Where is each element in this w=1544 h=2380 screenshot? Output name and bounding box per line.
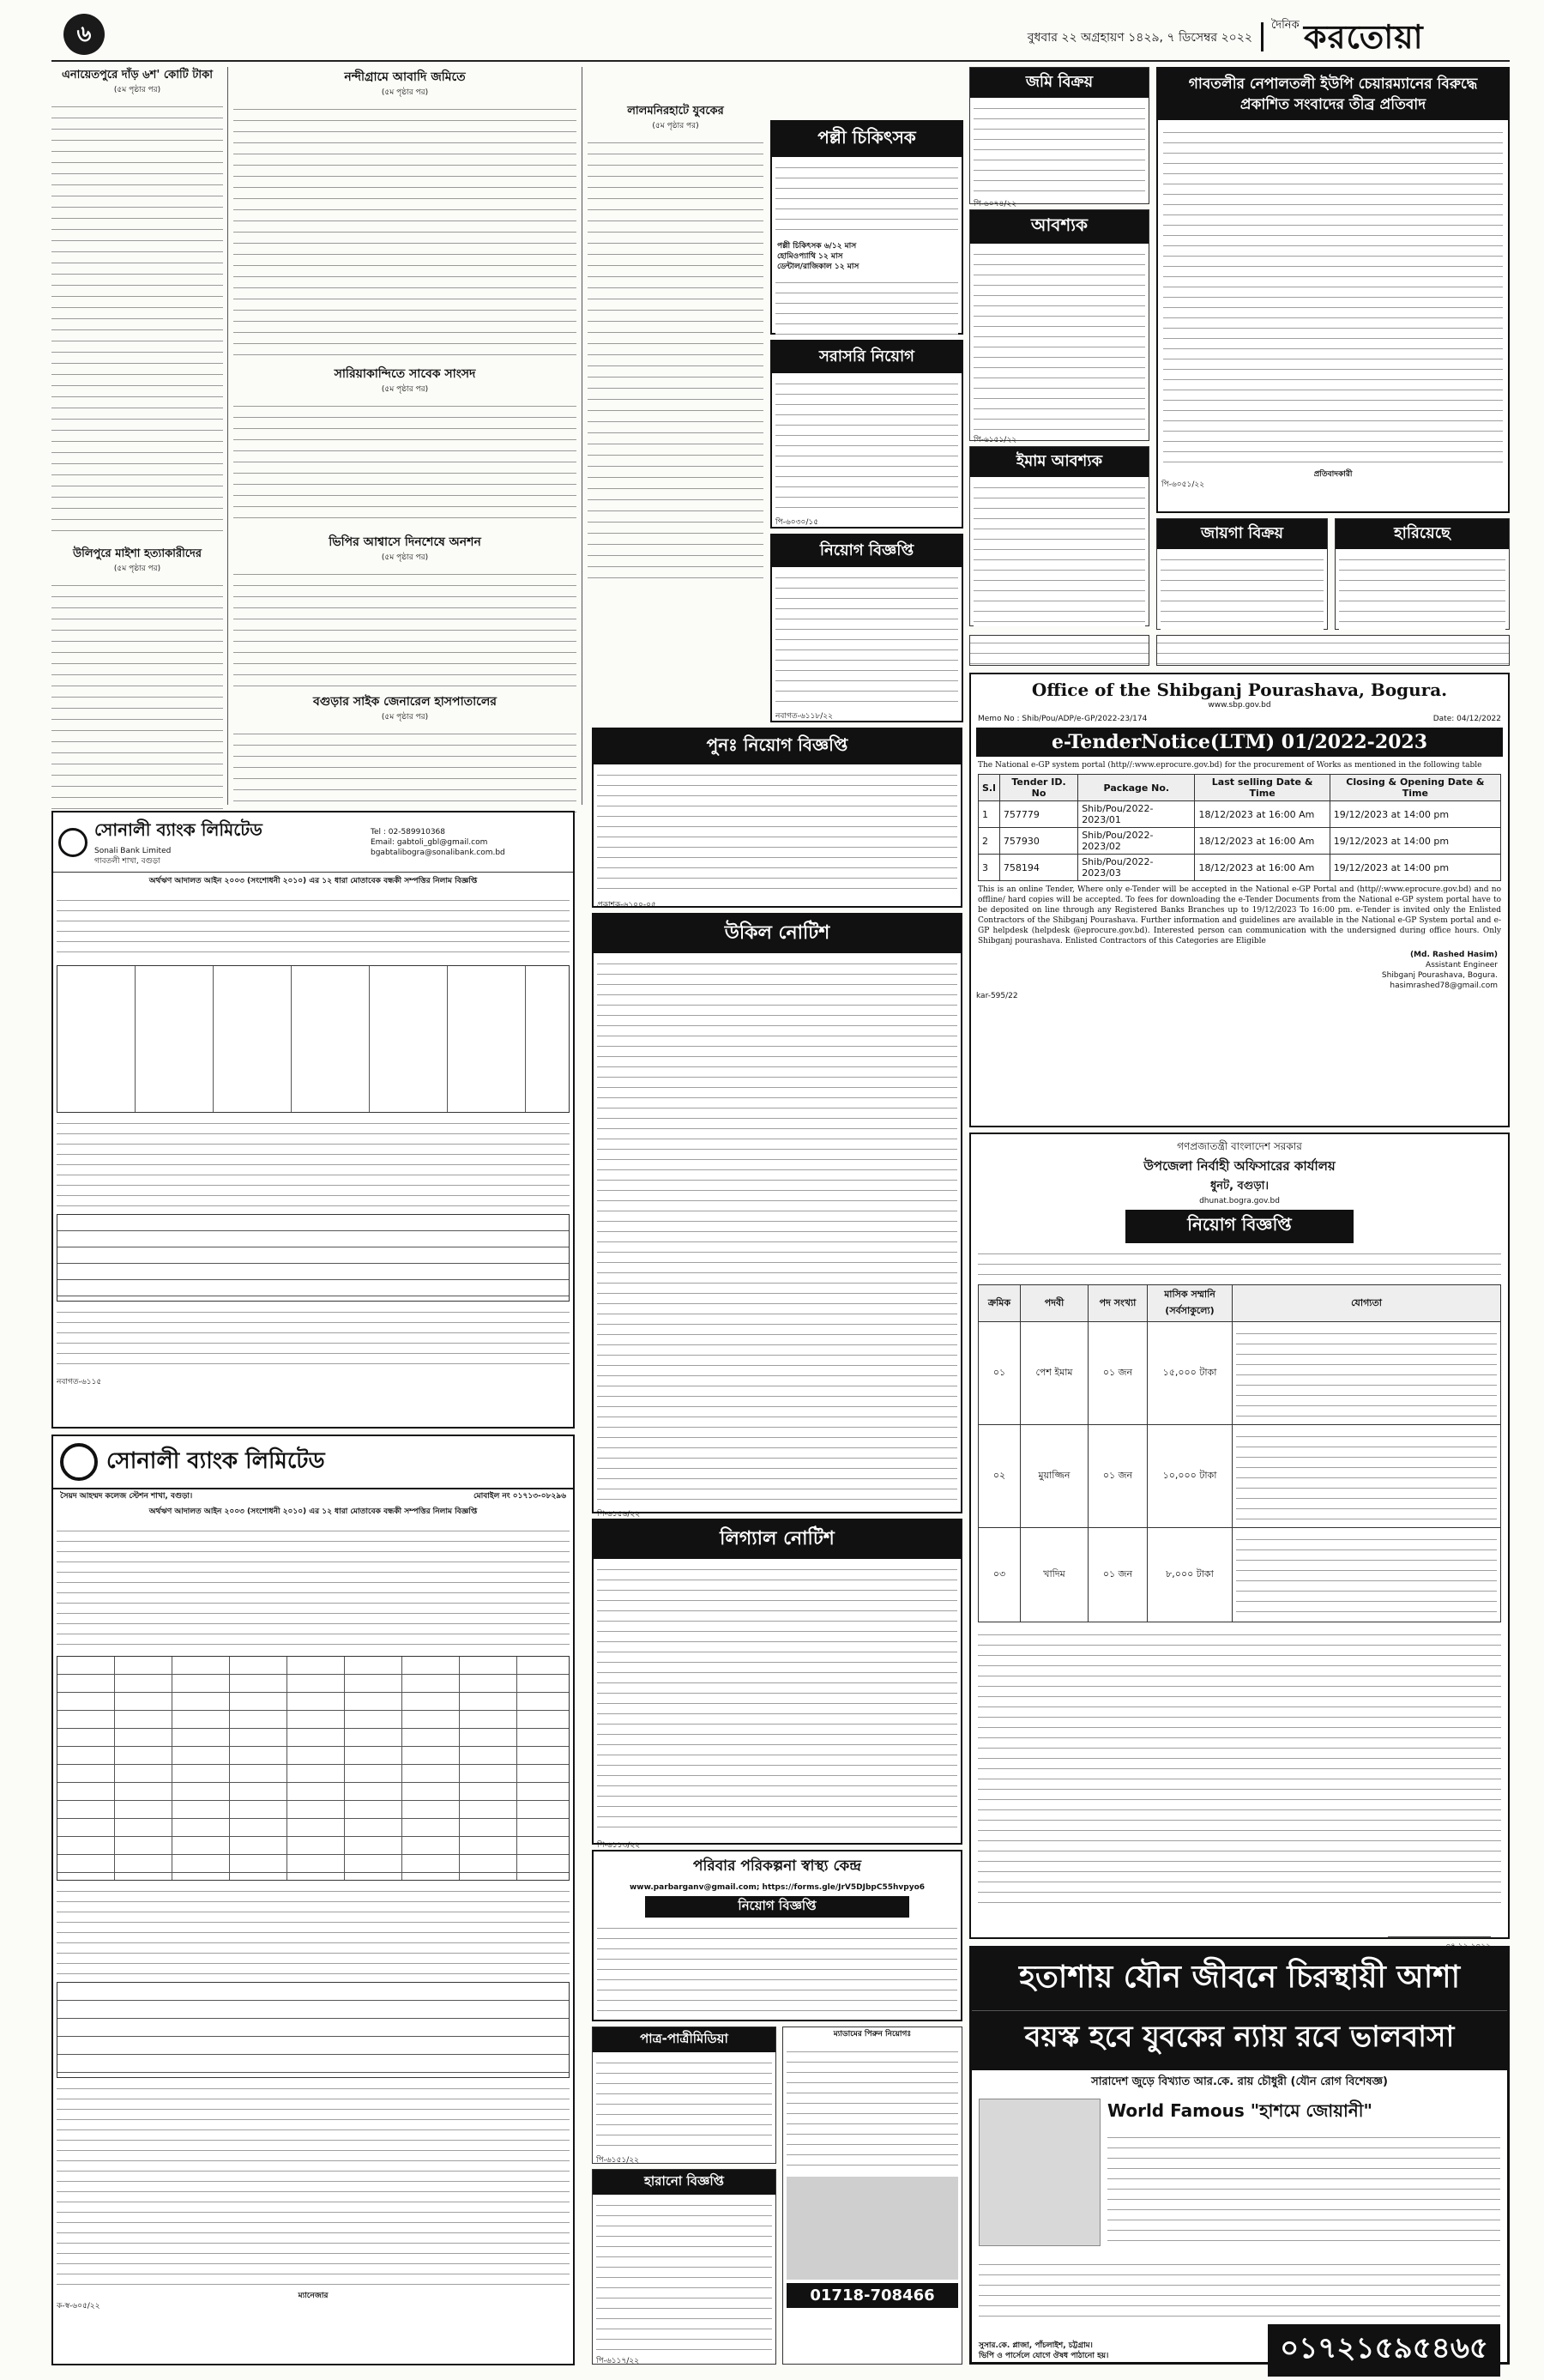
article-body [233, 566, 576, 686]
ad-ref: নবাগত-৬১১৫ [57, 1378, 102, 1386]
table-cell: ১০,০০০ টাকা [1148, 1425, 1233, 1528]
ad-ref: পি-৬১১৩/২২ [597, 1841, 641, 1850]
table-cell: 2 [979, 828, 1000, 855]
product-image [787, 2177, 958, 2280]
table-cell: 19/12/2023 at 14:00 pm [1330, 828, 1500, 855]
paper-label-small: দৈনিক [1271, 19, 1300, 32]
continued-from: (৫ম পৃষ্ঠার পর) [381, 385, 429, 394]
ad-title: সরাসরি নিয়োগ [772, 341, 962, 373]
ad-title: হারানো বিজ্ঞপ্তি [593, 2170, 775, 2195]
etender-memo: Memo No : Shib/Pou/ADP/e-GP/2022-23/174 [978, 715, 1148, 723]
continued-from: (৫ম পৃষ্ঠার পর) [652, 122, 699, 130]
col-header: Tender ID. No [999, 775, 1077, 801]
table-row [979, 855, 1501, 881]
ad-phone: ০১৭২১৫৯৫৪৬৫ [1268, 2324, 1500, 2377]
course-item: পল্লী চিকিৎসক ৬/১২ মাস [777, 242, 857, 251]
etender-office: Office of the Shibganj Pourashava, Bogura. [1031, 680, 1448, 700]
article-title: ভিপির আশ্বাসে দিনশেষে অনশন [329, 535, 481, 549]
table-cell: মুয়াজ্জিন [1021, 1425, 1089, 1528]
ad-punoh-niyog [592, 728, 962, 908]
qualification-cell [1233, 1425, 1501, 1528]
office-title: উপজেলা নির্বাহী অফিসারের কার্যালয় [1143, 1158, 1336, 1174]
ad-title: নিয়োগ বিজ্ঞপ্তি [1125, 1210, 1354, 1243]
bank-email: Email: gabtoli_gbl@gmail.com [371, 837, 488, 847]
article-body [51, 99, 223, 541]
table-cell: Shib/Pou/2022-2023/01 [1078, 801, 1195, 828]
article-body [51, 577, 223, 818]
table-cell: Shib/Pou/2022-2023/02 [1078, 828, 1195, 855]
article-body [233, 101, 576, 359]
ad-title: পুনঃ নিয়োগ বিজ্ঞপ্তি [594, 729, 961, 764]
ad-imam-abosshok [969, 446, 1149, 626]
ad-ref: পি-৬০৫১/২২ [1161, 480, 1205, 489]
ad-ref: kar-595/22 [976, 992, 1018, 1000]
bank-name: সোনালী ব্যাংক লিমিটেড [106, 1448, 325, 1474]
article-enayetpur [51, 67, 223, 805]
article-title: লালমনিরহাটে যুবকের [627, 105, 724, 118]
bank-branch: সৈয়দ আহম্মদ কলেজ স্টেশন শাখা, বগুড়া। [60, 1492, 193, 1501]
ad-subtitle: নিয়োগ বিজ্ঞপ্তি [645, 1896, 909, 1918]
ad-title: জমি বিক্রয় [970, 68, 1149, 98]
bank-mobile: মোবাইল নং ০১৭১৩-০৮২৯৬ [473, 1492, 566, 1501]
ad-etender-shibganj [969, 673, 1510, 1127]
ad-ref: পি-৬০৩০/১৫ [775, 518, 819, 527]
bank-header [53, 812, 573, 873]
table-cell: 757930 [999, 828, 1077, 855]
ad-niyog-biggopti [770, 534, 963, 722]
table-row [979, 1425, 1501, 1528]
ad-title: হারিয়েছে [1336, 519, 1509, 549]
ad-title: লিগ্যাল নোটিশ [594, 1520, 961, 1559]
auction-table [57, 965, 570, 1113]
ad-ref: প্রকাশক-৬১০০-০৫ [597, 901, 656, 909]
etender-title: e-TenderNotice(LTM) 01/2022-2023 [976, 728, 1503, 757]
ad-madam-pirun [782, 2027, 962, 2365]
bank-logo-icon [58, 828, 87, 857]
table-cell: ৮,০০০ টাকা [1148, 1528, 1233, 1622]
notice-subtitle: অর্থঋণ আদালত আইন ২০০৩ (সংশোধনী ২০১০) এর ১২ ধারা মোতাবেক বন্ধকী সম্পত্তির নিলাম বিজ্ঞপ্তি [148, 877, 478, 885]
ad-title: আবশ্যক [970, 210, 1149, 244]
bank-header [53, 1436, 573, 1489]
continued-from: (৫ম পৃষ্ঠার পর) [113, 565, 161, 573]
page-number-badge [63, 14, 105, 55]
col-header: Package No. [1078, 775, 1195, 801]
notice-subtitle: অর্থঋণ আদালত আইন ২০০৩ (সংশোধনী ২০১০) এর ১২ ধারা মোতাবেক বন্ধকী সম্পত্তির নিলাম বিজ্ঞপ্তি [148, 1507, 478, 1516]
ad-title: নিয়োগ বিজ্ঞপ্তি [772, 535, 962, 567]
ad-headline-1: হতাশায় যৌন জীবনে চিরস্থায়ী আশা [972, 1948, 1507, 2010]
ad-sorasori-niyog [770, 340, 963, 529]
ad-title: জায়গা বিক্রয় [1157, 519, 1327, 549]
col-header: পদবী [1021, 1285, 1089, 1322]
table-row [979, 828, 1501, 855]
ad-patro-patri [592, 2027, 776, 2164]
ad-title: পাত্র-পাত্রীমিডিয়া [593, 2027, 775, 2052]
table-cell: Shib/Pou/2022-2023/03 [1078, 855, 1195, 881]
table-cell: ১৫,০০০ টাকা [1148, 1322, 1233, 1425]
etender-signer-mail: hasimrashed78@gmail.com [1390, 982, 1498, 990]
ad-sonali-bank-college-station [51, 1435, 575, 2365]
article-nandigram [233, 67, 576, 805]
ad-title: পল্লী চিকিৎসক [772, 122, 962, 157]
article-title: বগুড়ার সাইক জেনারেল হাসপাতালের [313, 695, 497, 709]
ad-hariyeche [1335, 518, 1510, 630]
office-place: ধুনট, বগুড়া। [1209, 1180, 1270, 1193]
col-header: S.l [979, 775, 1000, 801]
etender-date: Date: 04/12/2022 [1432, 715, 1501, 723]
col-header: Closing & Opening Date & Time [1330, 775, 1500, 801]
col-header: মাসিক সম্মানি (সর্বসাকুল্যে) [1148, 1285, 1233, 1322]
continued-from: (৫ম পৃষ্ঠার পর) [113, 86, 161, 94]
property-table [57, 1656, 570, 1881]
table-cell: ০১ জন [1089, 1425, 1148, 1528]
ad-ref: নবাগত-৬১১৮/২২ [775, 712, 833, 721]
ad-headline: গাবতলীর নেপালতলী ইউপি চেয়ারম্যানের বিরুদ্ধে প্রকাশিত সংবাদের তীব্র প্রতিবাদ [1158, 69, 1508, 120]
table-cell: 19/12/2023 at 14:00 pm [1330, 801, 1500, 828]
ad-ref: পি-৬১৫১/২২ [596, 2156, 640, 2165]
etender-intro: The National e-GP system portal (http//:www.eprocure.gov.bd) for the procurement of Works as mentioned in the following table [978, 761, 1482, 770]
course-item: ডেন্টাল/রাজিকাল ১২ মাস [777, 263, 859, 271]
table-row [979, 1322, 1501, 1425]
article-title: এনায়েতপুরে দাঁড় ৬শ' কোটি টাকা [61, 69, 214, 82]
qualification-cell [1233, 1528, 1501, 1622]
etender-signer: (Md. Rashed Hasim) [1409, 951, 1498, 959]
continued-from: (৫ম পৃষ্ঠার পর) [381, 553, 429, 562]
continued-from: (৫ম পৃষ্ঠার পর) [381, 88, 429, 97]
table-cell: ০২ [979, 1425, 1021, 1528]
bank-email-alt: bgabtalibogra@sonalibank.com.bd [371, 848, 505, 857]
ad-legal-notice [592, 1519, 962, 1850]
ad-signer: প্রতিবাদকারী [1313, 470, 1353, 479]
table-cell: 1 [979, 801, 1000, 828]
col-header: পদ সংখ্যা [1089, 1285, 1148, 1322]
qualification-cell [1233, 1322, 1501, 1425]
doctor-photo [979, 2099, 1101, 2246]
ad-jayga-bikroy [1156, 518, 1328, 630]
ad-jomi-bikroy [969, 67, 1149, 208]
post-table [978, 1284, 1501, 1622]
bank-name: সোনালী ব্যাংক লিমিটেড [94, 819, 262, 840]
ad-palli-chikitshok [770, 120, 963, 335]
table-row [979, 801, 1501, 828]
etender-web: www.sbp.gov.bd [1208, 701, 1271, 710]
col-header: Last selling Date & Time [1195, 775, 1330, 801]
ad-title: ইমাম আবশ্যক [970, 447, 1149, 477]
table-cell: 19/12/2023 at 14:00 pm [1330, 855, 1500, 881]
table-cell: 3 [979, 855, 1000, 881]
ad-sub: সারাদেশ জুড়ে বিখ্যাত আর.কে. রায় চৌধুরী (যৌন রোগ বিশেষজ্ঞ) [1091, 2075, 1388, 2088]
paper-logo: করতোয়া [1304, 17, 1424, 56]
etender-table [978, 774, 1501, 881]
ad-dhunat-niyog [969, 1133, 1510, 1939]
article-body [233, 726, 576, 820]
ad-gabtoli-protest [1156, 67, 1510, 513]
ad-shipping: ভিপি ও পার্সেলে যোগে ঔষধ পাঠানো হয়। [979, 2351, 1109, 2360]
ad-vertical-strip [969, 635, 1149, 666]
table-cell: ০৩ [979, 1528, 1021, 1622]
masthead-divider [1261, 22, 1264, 51]
ad-hotashay [969, 1946, 1510, 2365]
auction-table [57, 1214, 570, 1302]
ad-title: উকিল নোটিশ [594, 915, 961, 953]
article-body [233, 398, 576, 527]
ad-strip [1156, 635, 1510, 666]
table-cell: 18/12/2023 at 16:00 Am [1195, 801, 1330, 828]
table-cell: পেশ ইমাম [1021, 1322, 1089, 1425]
course-list [772, 241, 962, 272]
etender-body: This is an online Tender, Where only e-Tender will be accepted in the National e-GP Portal and (http//:www.eprocure.gov.bd) and no offline/ hard copies will be accepted. To fees for downloading the e-Tender Documents from the National e-GP system portal have to be deposited on line through any Registered Banks Branches up to 19/12/2023 To 16:00 pm. e-Tender is invited only the Enlisted Contractors of the Shibganj Pourashava. Further information and guidelines are available in the National e-GP System portal and e-GP helpdesk (helpdesk @eprocure.gov.bd). Interested person can communication with the undersigned during office hours. Only Shibganj pourashava. Enlisted Contractors of this Categories are Eligible [978, 885, 1501, 945]
ad-harano [592, 2169, 776, 2365]
schedule-table [57, 1982, 570, 2078]
ad-phone: 01718-708466 [787, 2283, 958, 2308]
ad-abosshok [969, 209, 1149, 444]
table-cell: 18/12/2023 at 16:00 Am [1195, 855, 1330, 881]
bank-logo-icon [60, 1443, 98, 1481]
article-body [588, 135, 763, 581]
brand-name: World Famous "হাশমে জোয়ানী" [1107, 2100, 1372, 2121]
article-title: সারিয়াকান্দিতে সাবেক সাংসদ [334, 367, 476, 381]
masthead-date: বুধবার ২২ অগ্রহায়ণ ১৪২৯, ৭ ডিসেম্বর ২০২২ [1027, 31, 1252, 45]
bank-tel: Tel : 02-589910368 [371, 827, 445, 837]
course-item: হোমিওপ্যাথি ১২ মাস [777, 252, 843, 261]
table-cell: 757779 [999, 801, 1077, 828]
ad-title: পরিবার পরিকল্পনা স্বাস্থ্য কেন্দ্র [692, 1857, 862, 1875]
col-header: যোগ্যতা [1233, 1285, 1501, 1322]
ad-url: www.parbarganv@gmail.com; https://forms.gle/JrV5DJbpC55hvpyo6 [629, 1883, 926, 1892]
table-cell: খাদিম [1021, 1528, 1089, 1622]
ad-ref: পি-৬১৫১/২২ [974, 436, 1017, 444]
table-row [979, 1528, 1501, 1622]
masthead [0, 0, 1544, 60]
ad-ref: পি-৬১১৭/২২ [596, 2357, 640, 2365]
ad-ref: পি-৬১৫৬/২২ [597, 1510, 641, 1519]
ad-sonali-bank-gabtoli [51, 811, 575, 1429]
ad-title: ম্যাডামের পিরুন নিয়োগঃ [833, 2030, 912, 2039]
table-cell: 758194 [999, 855, 1077, 881]
ad-address: সুসার.কে. প্লাজা, পাঁচলাইশ, চট্টগ্রাম। [979, 2341, 1093, 2350]
bank-name-en: Sonali Bank Limited [94, 847, 172, 855]
table-cell: ০১ জন [1089, 1322, 1148, 1425]
ad-ref: পি-৬০৭৪/২২ [974, 200, 1017, 208]
ad-headline-2: বয়স্ক হবে যুবকের ন্যায় রবে ভালবাসা [972, 2010, 1507, 2070]
bank-branch: গাবতলী শাখা, বগুড়া [94, 857, 160, 866]
col-header: ক্রমিক [979, 1285, 1021, 1322]
article-title: নন্দীগ্রামে আবাদি জমিতে [344, 70, 466, 84]
ad-signer: ম্যানেজার [298, 2292, 329, 2300]
ad-ukil-notice [592, 913, 962, 1519]
signature-image [1388, 1916, 1491, 1938]
table-cell: ০১ [979, 1322, 1021, 1425]
etender-signer-title: Assistant Engineer [1426, 961, 1498, 970]
masthead-rule [51, 60, 1510, 62]
ad-ref: ক-স্ব-৬০৫/২২ [57, 2302, 100, 2311]
etender-signer-org: Shibganj Pourashava, Bogura. [1381, 971, 1498, 980]
page-number: ৬ [76, 21, 92, 47]
gov-title: গণপ্রজাতন্ত্রী বাংলাদেশ সরকার [1177, 1140, 1302, 1152]
article-title: উলিপুরে মাইশা হত্যাকারীদের [72, 547, 202, 560]
office-web: dhunat.bogra.gov.bd [1199, 1197, 1280, 1205]
table-cell: 18/12/2023 at 16:00 Am [1195, 828, 1330, 855]
table-cell: ০১ জন [1089, 1528, 1148, 1622]
ad-poribar-porikolpona [592, 1850, 962, 2021]
continued-from: (৫ম পৃষ্ঠার পর) [381, 713, 429, 722]
article-lalmonirhat [588, 103, 763, 583]
